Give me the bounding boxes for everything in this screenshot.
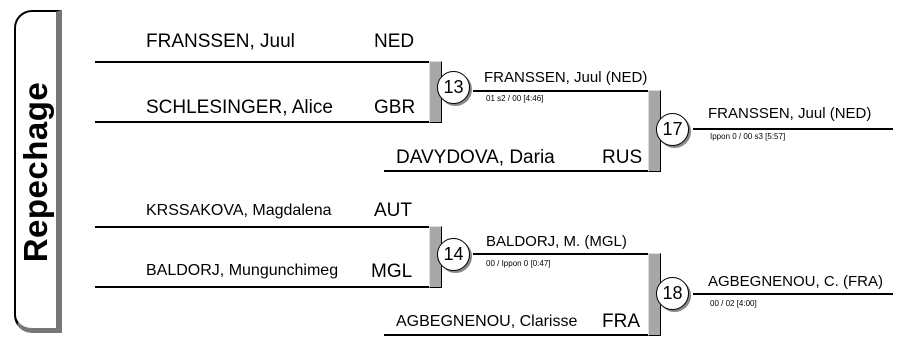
match-number-circle: 17: [656, 113, 689, 146]
competitor-country: NED: [374, 31, 415, 52]
match-number-circle: 18: [656, 277, 689, 310]
bracket-line: [384, 170, 654, 172]
bracket-line: [384, 334, 654, 336]
match-number-circle: 13: [437, 71, 470, 104]
match-score: 00 / Ippon 0 [0:47]: [486, 259, 551, 268]
competitor-country: GBR: [374, 97, 416, 118]
match-score: 00 / 02 [4:00]: [710, 299, 757, 308]
match-number-circle: 14: [437, 238, 470, 271]
competitor-name: AGBEGNENOU, Clarisse: [396, 313, 578, 330]
competitor-name: FRANSSEN, Juul: [146, 31, 295, 52]
match-score: 01 s2 / 00 [4:46]: [486, 94, 544, 103]
bracket-line: [95, 61, 432, 63]
competitor-name: DAVYDOVA, Daria: [396, 147, 555, 168]
competitor-country: FRA: [602, 311, 640, 332]
bracket-line: [693, 128, 893, 130]
bracket-line: [473, 253, 654, 255]
match-winner: FRANSSEN, Juul (NED): [708, 105, 872, 122]
bracket-line: [95, 286, 432, 288]
competitor-name: SCHLESINGER, Alice: [146, 97, 333, 118]
match-winner: FRANSSEN, Juul (NED): [484, 69, 648, 86]
competitor-country: MGL: [371, 261, 413, 282]
competitor-name: BALDORJ, Mungunchimeg: [146, 262, 339, 279]
competitor-country: RUS: [602, 147, 643, 168]
match-winner: AGBEGNENOU, C. (FRA): [708, 273, 884, 290]
bracket-line: [473, 90, 654, 92]
bracket-line: [95, 121, 432, 123]
bracket-line: [95, 226, 432, 228]
match-winner: BALDORJ, M. (MGL): [486, 233, 627, 250]
match-score: Ippon 0 / 00 s3 [5:57]: [710, 132, 786, 141]
section-title: Repechage: [17, 81, 54, 263]
bracket-line: [693, 293, 893, 295]
competitor-country: AUT: [374, 200, 412, 221]
competitor-name: KRSSAKOVA, Magdalena: [146, 202, 332, 219]
